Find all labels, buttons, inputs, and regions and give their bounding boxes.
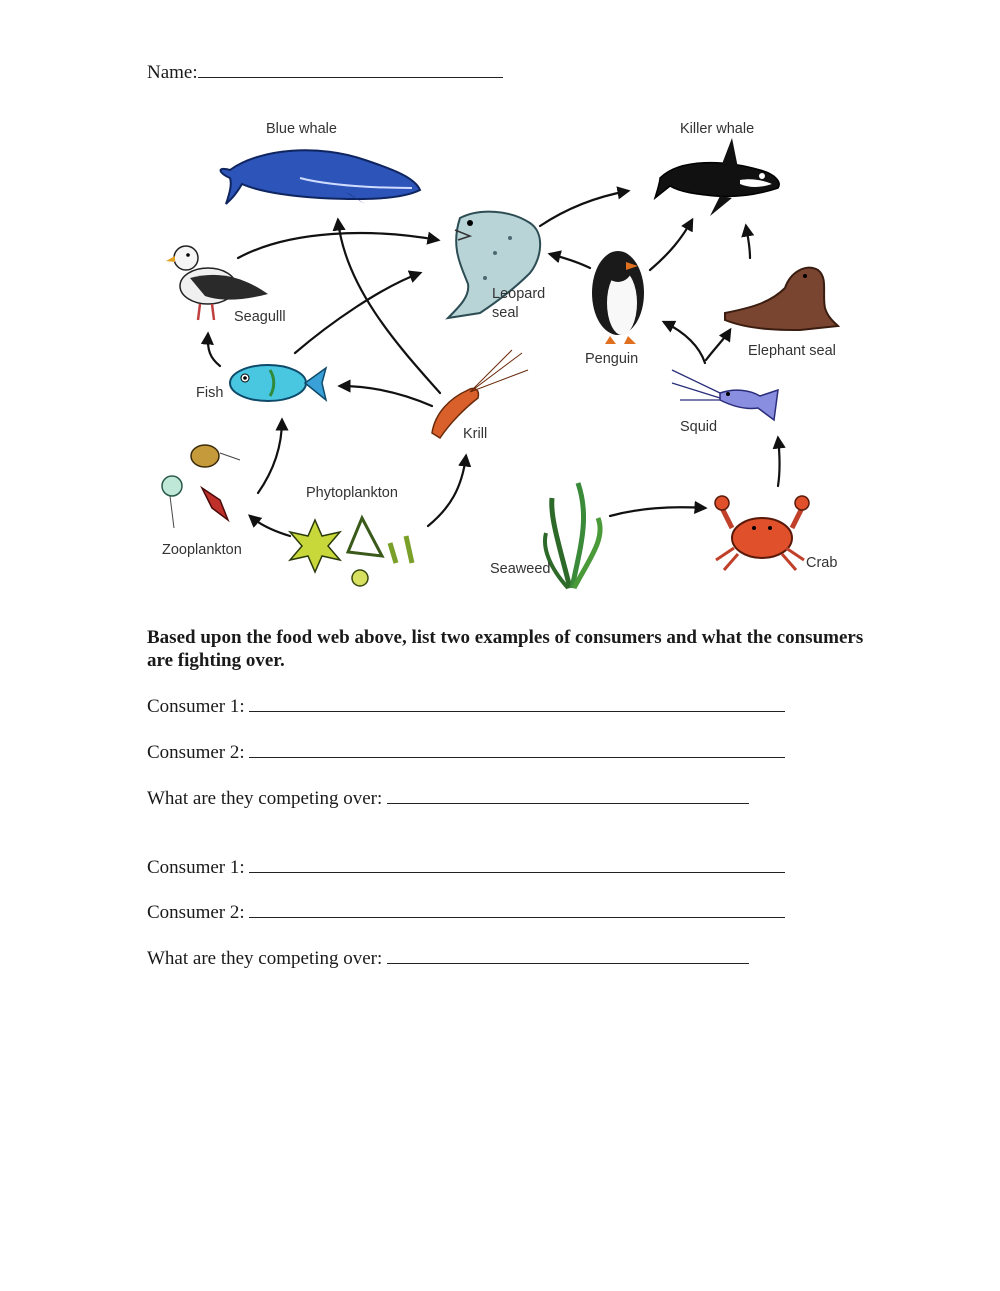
set2-competing-blank[interactable] [387,946,749,964]
set1-competing-label: What are they competing over: [147,788,383,809]
set2-consumer2-label: Consumer 2: [147,902,245,923]
set1-consumer2-blank[interactable] [249,740,785,758]
krill-illustration [432,350,528,438]
arrow-penguin-to-leopard [550,254,590,268]
arrow-phyto-to-zooplankton [250,516,290,536]
seaweed-illustration [545,483,600,588]
question-prompt: Based upon the food web above, list two examples of consumers and what the consumers are fighting over. [147,627,864,671]
label-leopard-seal-1: Leopard [492,286,546,302]
label-squid: Squid [680,419,718,435]
zooplankton-illustration [162,445,240,528]
phytoplankton-illustration [290,518,412,586]
arrow-squid-to-elephant [706,330,730,360]
set1-consumer1-label: Consumer 1: [147,696,245,717]
arrow-crab-to-squid [778,438,780,486]
label-phytoplankton: Phytoplankton [306,485,398,501]
set2-consumer1-blank[interactable] [249,855,785,873]
arrow-seagull-to-leopard [238,233,438,258]
set1-consumer1-blank[interactable] [249,694,785,712]
label-krill: Krill [463,426,488,442]
arrow-leopard-to-killer [540,191,628,226]
leopard-seal-illustration [448,212,540,318]
name-blank-line[interactable] [198,60,503,78]
label-fish: Fish [196,385,224,401]
label-penguin: Penguin [585,351,639,367]
food-web-diagram [150,108,870,608]
name-label: Name: [147,62,198,83]
set1-competing-row [147,786,749,810]
name-field-row [147,60,503,84]
arrow-fish-to-seagull [208,334,220,366]
arrow-squid-to-penguin [664,322,705,363]
fish-illustration [230,365,326,401]
elephant-seal-illustration [725,268,838,330]
set2-consumer1-row [147,855,785,879]
set2-consumer1-label: Consumer 1: [147,857,245,878]
penguin-illustration [592,251,644,344]
arrow-zooplankton-to-fish [258,420,282,493]
arrow-seaweed-to-crab [610,507,705,516]
killer-whale-illustration [655,138,779,216]
arrow-krill-to-fish [340,386,432,406]
arrow-krill-to-bluewhale [338,220,440,393]
set2-consumer2-blank[interactable] [249,900,785,918]
crab-illustration [715,496,809,570]
set2-consumer2-row [147,900,785,924]
arrow-phyto-to-krill [428,456,466,526]
label-zooplankton: Zooplankton [162,542,242,558]
label-seagull: Seagulll [234,309,286,325]
squid-illustration [672,370,778,420]
label-blue-whale: Blue whale [266,121,337,137]
set2-competing-row [147,946,749,970]
label-killer-whale: Killer whale [680,121,755,137]
blue-whale-illustration [221,150,420,204]
label-crab: Crab [806,555,838,571]
label-seaweed: Seaweed [490,561,551,577]
set1-competing-blank[interactable] [387,786,749,804]
set1-consumer2-row [147,740,785,764]
arrow-penguin-to-killer [650,220,692,270]
label-leopard-seal-2: seal [492,305,519,321]
set1-consumer1-row [147,694,785,718]
set1-consumer2-label: Consumer 2: [147,742,245,763]
set2-competing-label: What are they competing over: [147,948,383,969]
arrow-elephant-to-killer [746,226,750,258]
label-elephant-seal: Elephant seal [748,343,836,359]
